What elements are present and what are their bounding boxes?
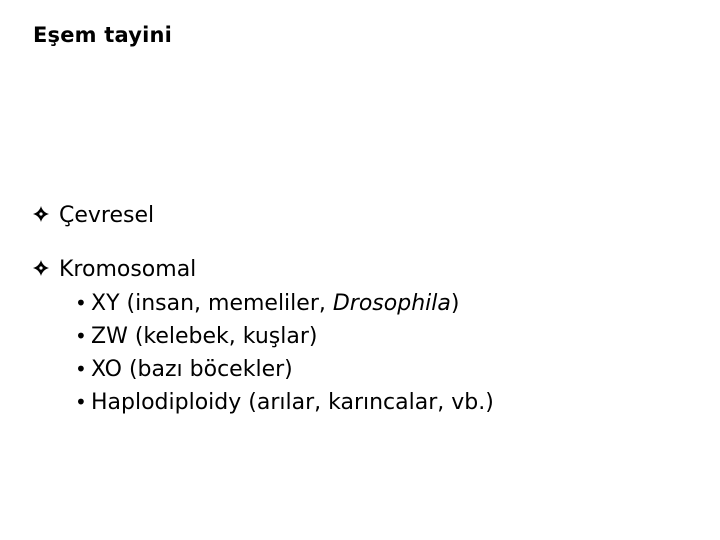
diamond-bullet-icon — [32, 259, 50, 277]
list-item-label: Çevresel — [59, 203, 155, 228]
species-name: Drosophila — [332, 291, 451, 316]
sublist-item-text: ZW (kelebek, kuşlar) — [91, 324, 318, 349]
diamond-bullet-icon — [32, 205, 50, 223]
sublist-item-xy — [75, 287, 494, 320]
sublist-item-text-end: ) — [450, 291, 460, 316]
sublist-item-xo — [75, 353, 494, 386]
list-item-cevresel — [32, 201, 154, 231]
sublist-item-text: XO (bazı böcekler) — [91, 357, 293, 382]
list-item-label: Kromosomal — [59, 257, 197, 282]
sublist-item-text: XY (insan, memeliler, — [91, 291, 333, 316]
list-item-kromosomal — [32, 255, 196, 285]
bullet-dot: • — [75, 324, 87, 348]
bullet-dot: • — [75, 357, 87, 381]
sublist-item-text: Haplodiploidy (arılar, karıncalar, vb.) — [91, 390, 494, 415]
bullet-dot: • — [75, 291, 87, 315]
slide-title: Eşem tayini — [33, 23, 173, 47]
bullet-dot: • — [75, 390, 87, 414]
sublist-item-zw — [75, 320, 494, 353]
sublist-item-haplodiploidy — [75, 386, 494, 419]
kromosomal-sublist — [75, 287, 494, 419]
